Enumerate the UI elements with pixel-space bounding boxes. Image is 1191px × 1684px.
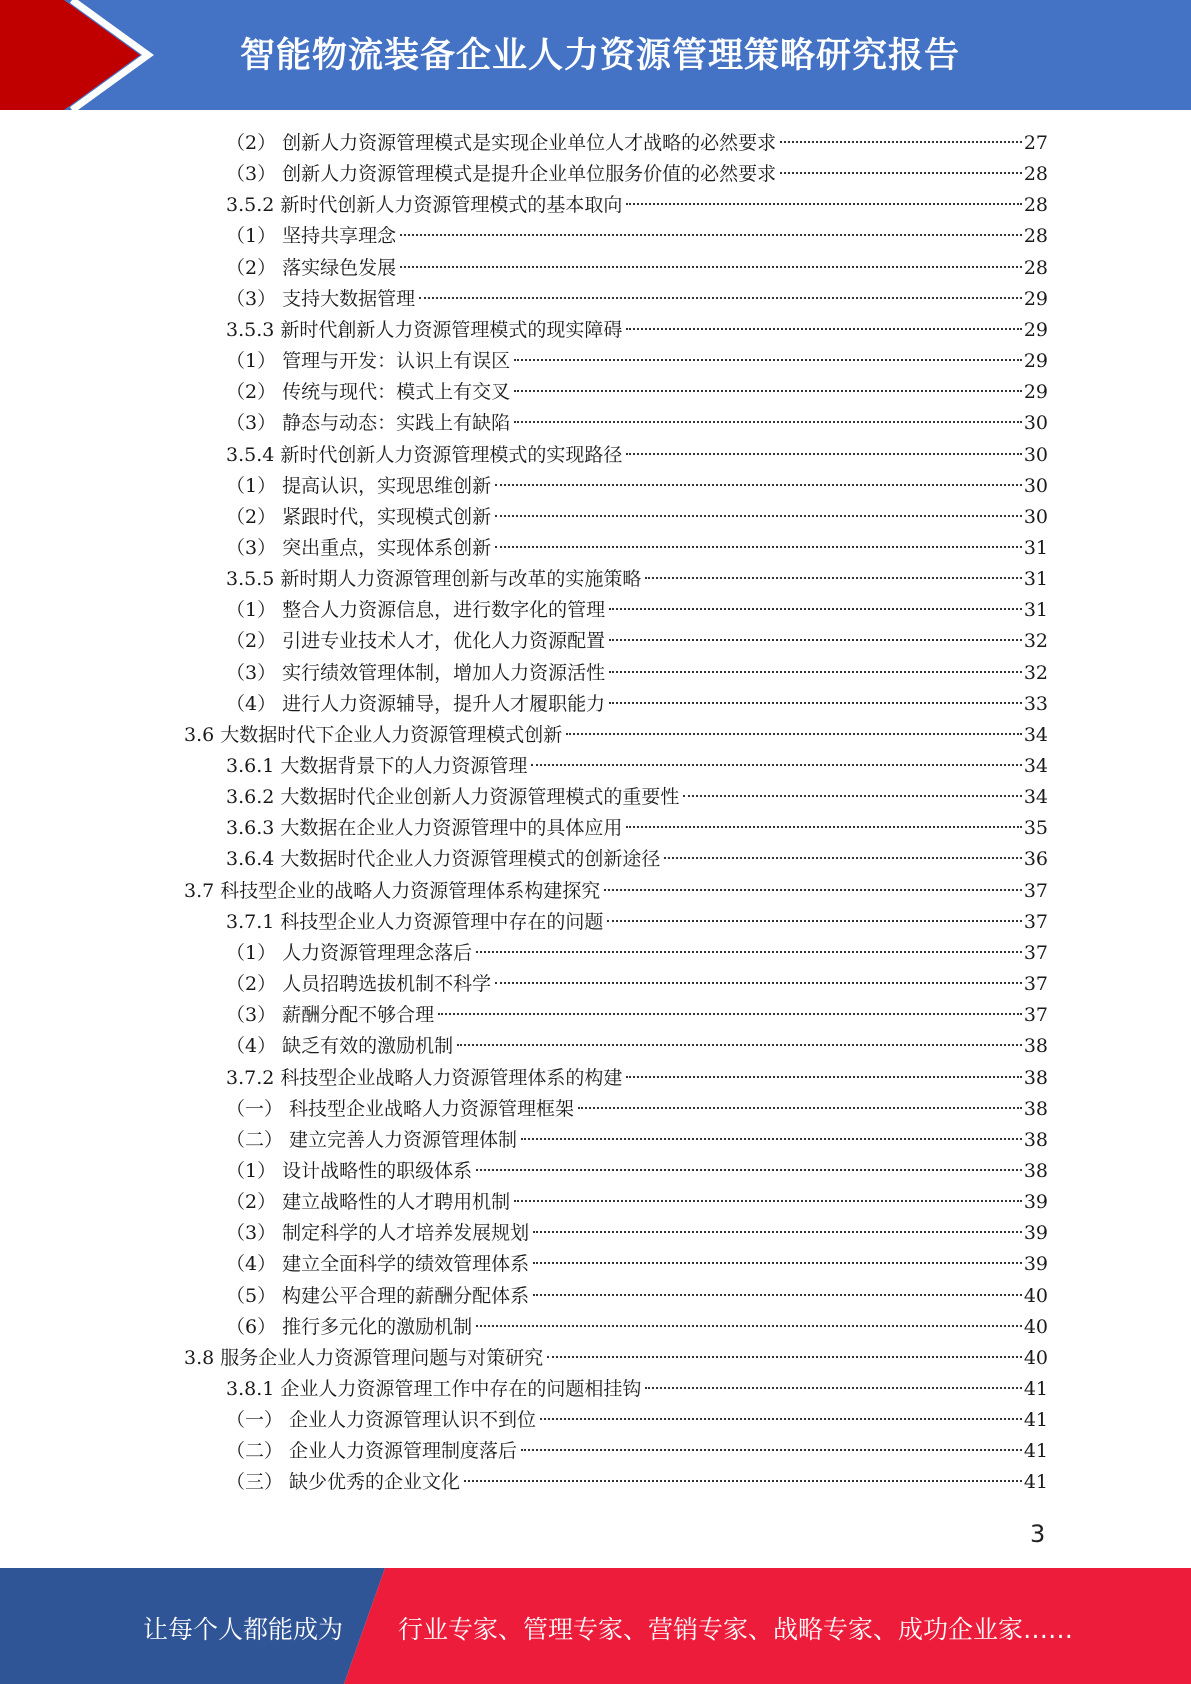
toc-entry-page: 28 <box>1023 194 1048 217</box>
toc-dot-leader <box>533 1294 1022 1296</box>
toc-dot-leader <box>400 266 1022 268</box>
toc-entry-title: 建立完善人力资源管理体制 <box>289 1128 518 1151</box>
toc-entry-page: 32 <box>1023 630 1048 653</box>
toc-dot-leader <box>664 857 1021 859</box>
footer-slogan-left: 让每个人都能成为 <box>143 1615 344 1644</box>
toc-entry-title: 科技型企业的战略人力资源管理体系构建探究 <box>220 879 601 902</box>
toc-entry[interactable] <box>226 1000 1048 1031</box>
toc-entry-title: 人员招聘选拔机制不科学 <box>282 973 492 996</box>
toc-entry[interactable] <box>226 907 1048 938</box>
toc-entry-number: （3） <box>226 661 277 684</box>
page-number: 3 <box>1030 1520 1046 1548</box>
toc-entry[interactable] <box>226 844 1048 875</box>
toc-entry[interactable] <box>226 938 1048 969</box>
toc-dot-leader <box>607 920 1021 922</box>
toc-entry-number: （二） <box>226 1128 284 1151</box>
toc-entry[interactable] <box>226 1312 1048 1343</box>
toc-dot-leader <box>540 1418 1022 1420</box>
toc-entry-number: （2） <box>226 1191 277 1214</box>
toc-entry[interactable] <box>226 1281 1048 1312</box>
toc-entry-title: 科技型企业战略人力资源管理体系的构建 <box>280 1066 623 1089</box>
toc-dot-leader <box>514 359 1022 361</box>
toc-entry[interactable] <box>226 1436 1048 1467</box>
toc-entry-page: 28 <box>1023 225 1048 248</box>
toc-entry-page: 28 <box>1023 163 1048 186</box>
toc-dot-leader <box>547 1356 1022 1358</box>
toc-entry-page: 41 <box>1023 1409 1048 1432</box>
toc-dot-leader <box>514 1200 1022 1202</box>
toc-entry-title: 服务企业人力资源管理问题与对策研究 <box>220 1346 544 1369</box>
toc-entry-number: （2） <box>226 505 277 528</box>
toc-entry-number: （一） <box>226 1097 284 1120</box>
toc-entry-number: 3.5.3 <box>226 318 275 341</box>
toc-entry-page: 31 <box>1023 568 1048 591</box>
toc-entry-page: 41 <box>1023 1440 1048 1463</box>
toc-entry-number: （2） <box>226 630 277 653</box>
toc-entry[interactable] <box>226 408 1048 439</box>
toc-entry[interactable] <box>184 720 1048 751</box>
toc-entry-number: 3.5.4 <box>226 443 275 466</box>
toc-entry-page: 28 <box>1023 256 1048 279</box>
toc-dot-leader <box>464 1480 1022 1482</box>
toc-entry-page: 39 <box>1023 1191 1048 1214</box>
toc-entry-title: 提高认识，实现思维创新 <box>282 474 492 497</box>
toc-entry-number: （4） <box>226 692 277 715</box>
toc-entry-title: 新时代创新人力资源管理模式的基本取向 <box>280 194 623 217</box>
toc-dot-leader <box>645 577 1021 579</box>
toc-entry-number: （1） <box>226 350 277 373</box>
toc-entry[interactable] <box>226 969 1048 1000</box>
toc-entry-title: 新时代创新人力资源管理模式的实现路径 <box>280 443 623 466</box>
toc-entry-page: 38 <box>1023 1128 1048 1151</box>
toc-entry-number: （1） <box>226 474 277 497</box>
toc-entry-title: 缺乏有效的激励机制 <box>282 1035 454 1058</box>
toc-entry-number: 3.8 <box>184 1346 215 1369</box>
toc-entry-page: 41 <box>1023 1378 1048 1400</box>
toc-entry-page: 34 <box>1023 723 1048 746</box>
toc-entry[interactable] <box>226 533 1048 564</box>
page-footer <box>0 1568 1191 1684</box>
toc-dot-leader <box>521 1449 1022 1451</box>
toc-entry-title: 紧跟时代，实现模式创新 <box>282 505 492 528</box>
toc-entry[interactable] <box>226 689 1048 720</box>
toc-dot-leader <box>626 1076 1021 1078</box>
toc-entry-number: （2） <box>226 256 277 279</box>
toc-entry-page: 27 <box>1023 132 1048 154</box>
toc-entry-number: （1） <box>226 1159 277 1182</box>
toc-entry[interactable] <box>226 1467 1048 1498</box>
toc-entry[interactable] <box>226 1125 1048 1156</box>
toc-dot-leader <box>609 608 1022 610</box>
toc-entry-page: 41 <box>1023 1471 1048 1494</box>
toc-entry-page: 31 <box>1023 599 1048 622</box>
toc-dot-leader <box>438 1013 1022 1015</box>
toc-entry-title: 引进专业技术人才，优化人力资源配置 <box>282 630 606 653</box>
toc-entry-number: （3） <box>226 412 277 435</box>
toc-entry-title: 静态与动态：实践上有缺陷 <box>282 412 511 435</box>
toc-entry-title: 创新人力资源管理模式是提升企业单位服务价值的必然要求 <box>282 163 777 186</box>
toc-entry-title: 设计战略性的职级体系 <box>282 1159 473 1182</box>
document-title: 智能物流装备企业人力资源管理策略研究报告 <box>240 36 961 76</box>
toc-dot-leader <box>476 1169 1022 1171</box>
toc-entry-number: （3） <box>226 163 277 186</box>
toc-entry-title: 支持大数据管理 <box>282 287 416 310</box>
toc-entry-page: 38 <box>1023 1159 1048 1182</box>
toc-entry-page: 39 <box>1023 1253 1048 1276</box>
toc-entry-page: 30 <box>1023 505 1048 528</box>
toc-entry-title: 实行绩效管理体制，增加人力资源活性 <box>282 661 606 684</box>
toc-entry-page: 35 <box>1023 817 1048 840</box>
toc-entry-page: 34 <box>1023 755 1048 777</box>
toc-entry-page: 37 <box>1023 879 1048 902</box>
toc-entry-page: 37 <box>1023 973 1048 996</box>
toc-entry-title: 坚持共享理念 <box>282 225 397 248</box>
toc-entry-number: 3.5.5 <box>226 568 275 591</box>
toc-entry-title: 大数据时代下企业人力资源管理模式创新 <box>220 723 563 746</box>
toc-entry[interactable] <box>226 377 1048 408</box>
toc-dot-leader <box>645 1387 1021 1389</box>
toc-entry-number: 3.6.4 <box>226 848 275 871</box>
toc-entry[interactable] <box>226 751 1048 782</box>
toc-entry[interactable] <box>226 1156 1048 1187</box>
toc-entry-page: 30 <box>1023 443 1048 466</box>
toc-entry-page: 36 <box>1023 848 1048 871</box>
toc-dot-leader <box>609 671 1022 673</box>
toc-entry[interactable] <box>226 1405 1048 1436</box>
toc-entry-number: 3.6.2 <box>226 786 275 809</box>
toc-dot-leader <box>400 234 1022 236</box>
toc-entry[interactable] <box>226 159 1048 190</box>
toc-entry-title: 构建公平合理的薪酬分配体系 <box>282 1284 530 1307</box>
toc-dot-leader <box>521 1138 1022 1140</box>
toc-entry-number: （4） <box>226 1035 277 1058</box>
toc-entry-number: （2） <box>226 973 277 996</box>
toc-entry-number: （3） <box>226 536 277 559</box>
toc-entry-page: 32 <box>1023 661 1048 684</box>
toc-entry-page: 40 <box>1023 1346 1048 1369</box>
toc-dot-leader <box>566 733 1022 735</box>
toc-entry[interactable] <box>226 315 1048 346</box>
toc-dot-leader <box>495 515 1022 517</box>
toc-entry-number: （3） <box>226 1004 277 1027</box>
toc-entry-number: （2） <box>226 381 277 404</box>
toc-dot-leader <box>495 546 1022 548</box>
toc-entry-number: 3.8.1 <box>226 1378 275 1400</box>
toc-entry[interactable] <box>226 502 1048 533</box>
toc-entry[interactable] <box>226 190 1048 221</box>
toc-entry-page: 34 <box>1023 786 1048 809</box>
toc-entry-number: （3） <box>226 1222 277 1245</box>
toc-entry-title: 企业人力资源管理认识不到位 <box>289 1409 537 1432</box>
toc-entry-title: 突出重点，实现体系创新 <box>282 536 492 559</box>
toc-dot-leader <box>626 826 1021 828</box>
toc-entry-page: 38 <box>1023 1035 1048 1058</box>
toc-entry-page: 33 <box>1023 692 1048 715</box>
toc-entry-number: （二） <box>226 1440 284 1463</box>
toc-entry[interactable] <box>226 1187 1048 1218</box>
toc-dot-leader <box>419 297 1022 299</box>
toc-entry[interactable] <box>184 1343 1048 1374</box>
toc-entry-title: 大数据背景下的人力资源管理 <box>280 755 528 777</box>
toc-entry-title: 创新人力资源管理模式是实现企业单位人才战略的必然要求 <box>282 132 777 154</box>
toc-entry[interactable] <box>226 564 1048 595</box>
toc-entry-page: 37 <box>1023 1004 1048 1027</box>
header-red-arrow <box>0 0 140 110</box>
toc-entry[interactable] <box>184 876 1048 907</box>
toc-dot-leader <box>514 390 1022 392</box>
toc-entry-number: （3） <box>226 287 277 310</box>
toc-entry-title: 大数据时代企业人力资源管理模式的创新途径 <box>280 848 661 871</box>
toc-entry-number: （1） <box>226 225 277 248</box>
toc-dot-leader <box>609 639 1022 641</box>
toc-entry-number: 3.6 <box>184 723 215 746</box>
toc-entry-page: 30 <box>1023 474 1048 497</box>
toc-entry[interactable] <box>226 1374 1048 1405</box>
toc-entry-title: 推行多元化的激励机制 <box>282 1315 473 1338</box>
toc-dot-leader <box>578 1107 1022 1109</box>
toc-entry[interactable] <box>226 471 1048 502</box>
toc-entry-number: 3.6.1 <box>226 755 275 777</box>
toc-entry[interactable] <box>226 626 1048 657</box>
toc-entry-page: 37 <box>1023 910 1048 933</box>
toc-dot-leader <box>626 453 1021 455</box>
footer-slogan-right: 行业专家、管理专家、营销专家、战略专家、成功企业家…… <box>398 1615 1074 1644</box>
toc-entry-page: 29 <box>1023 287 1048 310</box>
toc-entry-number: （一） <box>226 1409 284 1432</box>
toc-entry-title: 管理与开发：认识上有误区 <box>282 350 511 373</box>
toc-entry-number: 3.5.2 <box>226 194 275 217</box>
toc-entry-number: （4） <box>226 1253 277 1276</box>
toc-entry-number: （三） <box>226 1471 284 1494</box>
toc-entry[interactable] <box>226 440 1048 471</box>
toc-dot-leader <box>780 172 1022 174</box>
toc-entry-page: 40 <box>1023 1284 1048 1307</box>
toc-dot-leader <box>533 1262 1022 1264</box>
toc-entry-number: 3.6.3 <box>226 817 275 840</box>
toc-dot-leader <box>495 484 1022 486</box>
toc-entry-page: 37 <box>1023 941 1048 964</box>
toc-entry-title: 薪酬分配不够合理 <box>282 1004 435 1027</box>
toc-entry-page: 31 <box>1023 536 1048 559</box>
toc-entry-title: 落实绿色发展 <box>282 256 397 279</box>
toc-entry[interactable] <box>226 782 1048 813</box>
toc-entry-page: 38 <box>1023 1097 1048 1120</box>
toc-entry-number: （5） <box>226 1284 277 1307</box>
toc-entry-title: 科技型企业战略人力资源管理框架 <box>289 1097 575 1120</box>
toc-entry-number: （1） <box>226 941 277 964</box>
toc-entry[interactable] <box>226 1218 1048 1249</box>
toc-entry[interactable] <box>226 284 1048 315</box>
toc-entry-number: 3.7.2 <box>226 1066 275 1089</box>
toc-entry[interactable] <box>226 1031 1048 1062</box>
toc-dot-leader <box>626 203 1021 205</box>
toc-dot-leader <box>457 1044 1022 1046</box>
toc-entry-title: 企业人力资源管理工作中存在的问题相挂钩 <box>280 1378 642 1400</box>
toc-entry-number: 3.7 <box>184 879 215 902</box>
toc-entry-title: 传统与现代：模式上有交叉 <box>282 381 511 404</box>
toc-dot-leader <box>780 141 1022 143</box>
toc-entry-title: 缺少优秀的企业文化 <box>289 1471 461 1494</box>
toc-entry[interactable] <box>226 1094 1048 1125</box>
toc-dot-leader <box>531 764 1021 766</box>
toc-entry-title: 大数据时代企业创新人力资源管理模式的重要性 <box>280 786 680 809</box>
toc-entry-title: 人力资源管理理念落后 <box>282 941 473 964</box>
toc-entry-title: 科技型企业人力资源管理中存在的问题 <box>280 910 604 933</box>
toc-entry[interactable] <box>226 346 1048 377</box>
toc-entry-number: （6） <box>226 1315 277 1338</box>
toc-entry-page: 40 <box>1023 1315 1048 1338</box>
toc-entry-number: （2） <box>226 132 277 154</box>
toc-entry[interactable] <box>226 1063 1048 1094</box>
toc-dot-leader <box>476 1325 1022 1327</box>
toc-entry-title: 制定科学的人才培养发展规划 <box>282 1222 530 1245</box>
toc-entry-title: 大数据在企业人力资源管理中的具体应用 <box>280 817 623 840</box>
toc-entry[interactable] <box>226 658 1048 689</box>
toc-entry-title: 新时代創新人力资源管理模式的现实障碍 <box>280 318 623 341</box>
toc-dot-leader <box>495 982 1022 984</box>
toc-entry-page: 29 <box>1023 318 1048 341</box>
toc-entry[interactable] <box>226 1249 1048 1280</box>
toc-entry-page: 38 <box>1023 1066 1048 1089</box>
toc-entry-title: 企业人力资源管理制度落后 <box>289 1440 518 1463</box>
toc-entry-title: 进行人力资源辅导，提升人才履职能力 <box>282 692 606 715</box>
toc-entry[interactable] <box>226 253 1048 284</box>
toc-dot-leader <box>476 951 1022 953</box>
toc-dot-leader <box>604 889 1022 891</box>
toc-entry-title: 新时期人力资源管理创新与改革的实施策略 <box>280 568 642 591</box>
page-header <box>0 0 1191 110</box>
toc-entry-title: 建立全面科学的绩效管理体系 <box>282 1253 530 1276</box>
toc-entry[interactable] <box>226 128 1048 159</box>
toc-dot-leader <box>514 421 1022 423</box>
toc-entry[interactable] <box>226 221 1048 252</box>
toc-entry[interactable] <box>226 595 1048 626</box>
toc-entry-page: 30 <box>1023 412 1048 435</box>
toc-entry-number: （1） <box>226 599 277 622</box>
toc-dot-leader <box>683 795 1021 797</box>
toc-entry[interactable] <box>226 813 1048 844</box>
toc-dot-leader <box>626 328 1021 330</box>
toc-entry-number: 3.7.1 <box>226 910 275 933</box>
toc-entry-title: 整合人力资源信息，进行数字化的管理 <box>282 599 606 622</box>
toc-dot-leader <box>533 1231 1022 1233</box>
toc-entry-page: 29 <box>1023 350 1048 373</box>
toc-entry-page: 39 <box>1023 1222 1048 1245</box>
toc-dot-leader <box>609 702 1022 704</box>
toc-entry-title: 建立战略性的人才聘用机制 <box>282 1191 511 1214</box>
toc-entry-page: 29 <box>1023 381 1048 404</box>
